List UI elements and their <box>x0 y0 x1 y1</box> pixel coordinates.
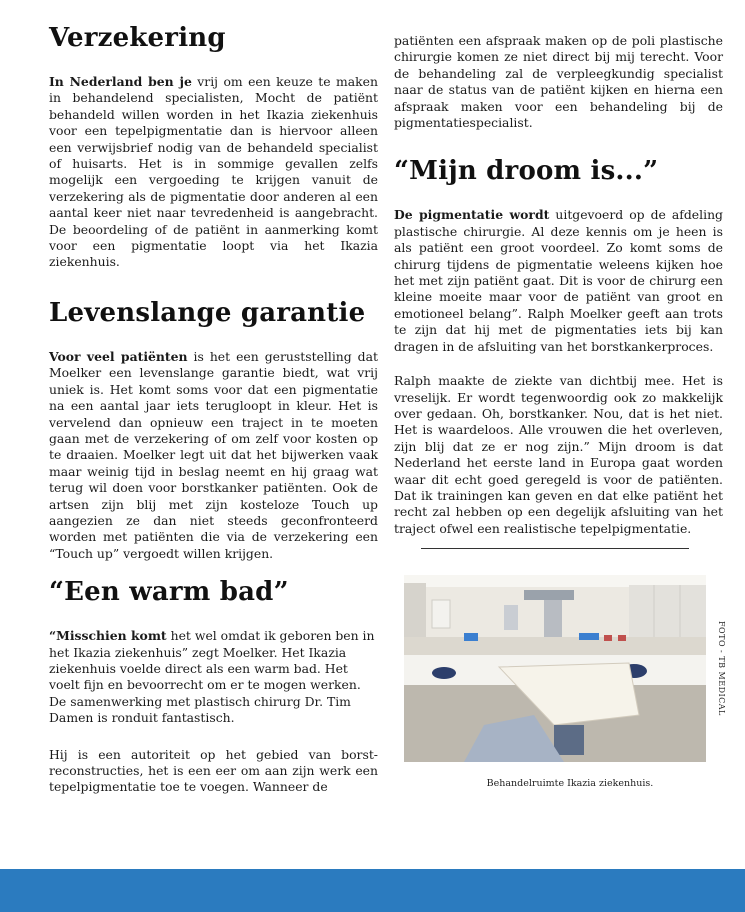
right-column <box>394 33 723 537</box>
heading-verzekering: Verzekering <box>49 23 226 53</box>
heading-mijn-droom: “Mijn droom is...” <box>394 156 659 187</box>
lead-verzekering: In Nederland ben je <box>49 74 192 89</box>
paragraph-warm-bad <box>49 628 378 726</box>
paragraph-ralph: Ralph maakte de ziekte van dichtbij mee. Het is vreselijk. Er wordt tegenwoordig ook zo makkelijk over gedaan. Oh, borstkanker. Nou, dat is het niet. Het is waardeloos. Alle vrouwen die het overleven, zijn blij dat ze er nog zijn.” Mijn droom is dat Nederland het eerste land in Europa gaat worden waar dit echt goed geregeld is voor de patiënten. Dat ik trainingen kan geven en dat elke patiënt het recht zal hebben op een degelijk afsluiting van het traject ofwel een realistische tepelpigmentatie. <box>394 373 723 536</box>
lead-garantie: Voor veel patiënten <box>49 348 188 364</box>
photo-credit: FOTO - TB MEDICAL <box>717 621 726 716</box>
footer-bar <box>0 869 745 912</box>
lead-warm-bad: “Misschien komt <box>49 628 167 644</box>
paragraph-autoriteit: Hij is een autoriteit op het gebied van borst-reconstructies, het is een eer om aan zijn werk een tepelpigmentatie toe te voegen. Wanneer de <box>49 746 378 795</box>
treatment-room-illustration <box>404 575 706 762</box>
body-pigmentatie: uitgevoerd op de afdeling plastische chirurgie. Al deze kennis om je heen is als patiënt een groot voordeel. Zo komt soms de chirurg tijdens de pigmentatie weleens kijken hoe het met zijn patiënt gaat. Dit is voor de chirurg een kleine moeite maar voor de patiënt van groot en emotioneel belang”. Ralph Moelker geeft aan trots te zijn dat hij met de pigmentaties iets bij kan dragen in de afsluiting van het borstkankerproces. <box>394 207 723 354</box>
body-garantie: is het een geruststelling dat Moelker een levenslange garantie biedt, wat vrij uniek is. Het komt soms voor dat een pigmentatie na een aantal jaar iets terugloopt in kleur. Het is vervelend dan opnieuw een traject in te moeten gaan met de verzekering of om zelf voor kosten op te draaien. Moelker legt uit dat het bijwerken vaak maar weinig tijd in beslag neemt en hij graag wat terug wil doen voor borstkanker patiënten. Ook de artsen zijn blij met zijn kosteloze Touch up aangezien ze dan niet steeds geconfronteerd worden met patiënten die via de verzekering een “Touch up” vergoedt willen krijgen. <box>49 348 378 561</box>
paragraph-continuation: patiënten een afspraak maken op de poli plastische chirurgie komen ze niet direct bij mij terecht. Voor de behandeling zal de verpleegkundig specialist naar de status van de patiënt kijken en hierna een afspraak maken voor een behandeling bij de pigmentatiespecialist. <box>394 33 723 131</box>
paragraph-garantie <box>49 349 378 562</box>
section-divider <box>421 548 689 549</box>
paragraph-pigmentatie <box>394 207 723 355</box>
lead-pigmentatie: De pigmentatie wordt <box>394 207 550 223</box>
heading-levenslange-garantie: Levenslange garantie <box>49 297 366 328</box>
paragraph-verzekering <box>49 74 378 271</box>
photo-caption: Behandelruimte Ikazia ziekenhuis. <box>486 778 654 789</box>
body-warm-bad: het wel omdat ik geboren ben in het Ikazia ziekenhuis” zegt Moelker. Het Ikazia ziekenhuis voelde direct als een warm bad. Het voelt fijn en bevoorrecht om er te mogen werken. De samenwerking met plastisch chirurg Dr. Tim Damen is ronduit fantastisch. <box>49 628 375 726</box>
left-column <box>49 22 378 796</box>
treatment-room-photo <box>404 575 706 762</box>
body-verzekering: vrij om een keuze te maken in behandelend specialisten, Mocht de patiënt behandeld willen worden in het Ikazia ziekenhuis voor een tepelpigmentatie dan is hiervoor alleen een verwijsbrief nodig van de behandeld specialist of huisarts. Het is in sommige gevallen zelfs mogelijk een vergoeding te krijgen vanuit de verzekering als de pigmentatie door anderen al een aantal keer niet naar tevredenheid is aangebracht. De beoordeling of de patiënt in aanmerking komt voor een pigmentatie loopt via het Ikazia ziekenhuis. <box>49 74 378 270</box>
heading-warm-bad: “Een warm bad” <box>49 577 289 608</box>
